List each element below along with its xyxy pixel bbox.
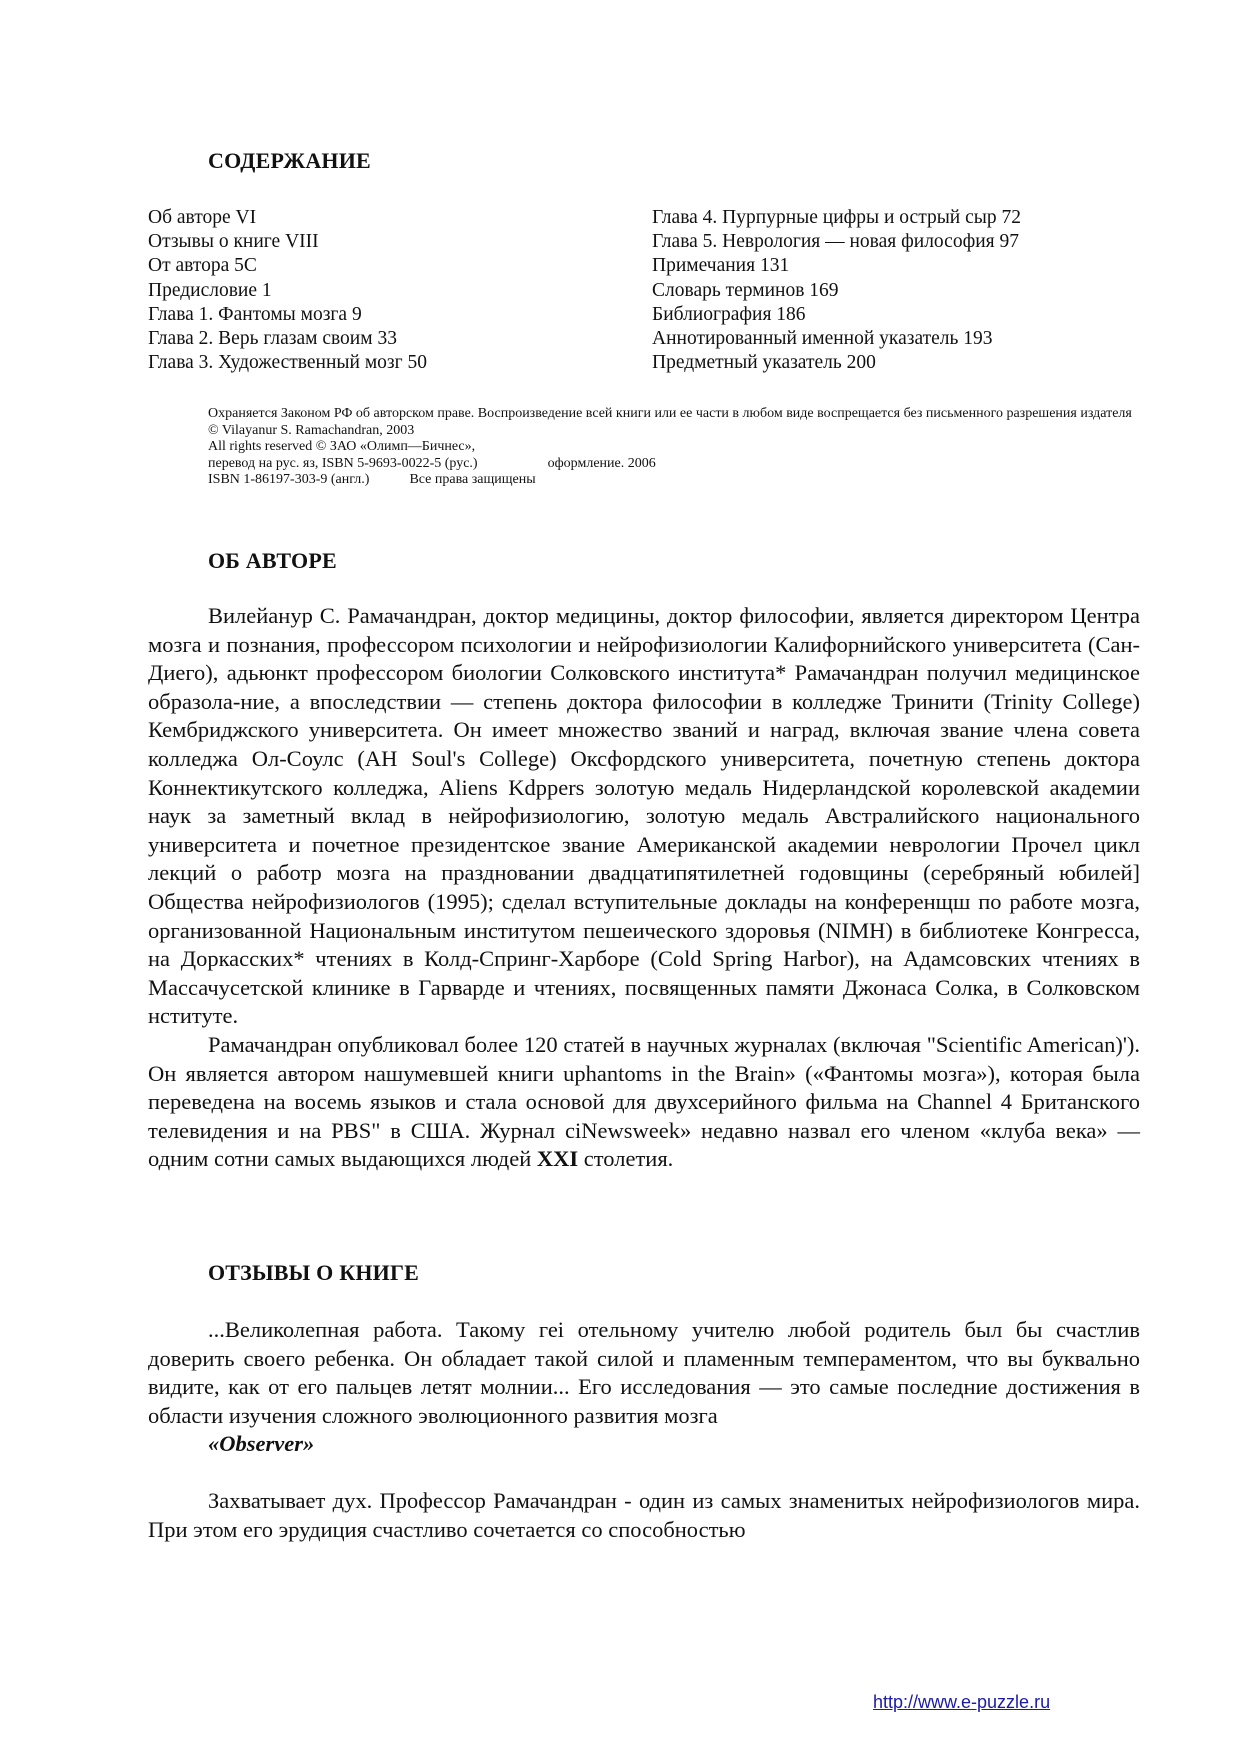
toc-title: СОДЕРЖАНИЕ [208,148,371,173]
about-text [148,602,1140,1174]
review-quote-1: ...Великолепная работа. Такому геі отельному учителю любой родитель был бы счастлив доверить своего ребенка. Он обладает такой силой и пламенным темпераментом, что вы буквально видите, как от его пальцев летят молнии... Его исследования — это самые последние достижения в области изучения сложного эволюционного развития мозга [148,1317,1140,1428]
about-paragraph-1: Вилейанур С. Рамачандран, доктор медицины, доктор философии, является директором Центра мозга и познания, профессором психологии и нейрофизиологии Калифорнийского университета (Сан-Диего), адьюнкт профессором биологии Солковского института* Рамачандран получил медицинское образола-ние, а впоследствии — степень доктора философии в колледже Тринити (Trinity College) Кембриджского университета. Он имеет множество званий и наград, включая звание члена совета колледжа Ол-Соулс (АН Soul's College) Оксфордского университета, почетную степень доктора Коннектикутского колледжа, Aliens Kdppers золотую медаль Нидерландской королевской академии наук за заметный вклад в нейрофизиологию, золотую медаль Австралийского национального университета и почетное президентское звание Американской академии неврологии Прочел цикл лекций о работр мозга на праздновании двадцатипятилетней годовщины (серебряный юбилей] Общества нейрофизиологов (1995); сделал вступительные доклады на конференщш по работе мозга, организованной Национальным институтом пешеического здоровья (NIMH) в библиотеке Конгресса, на Доркасских* чтениях в Колд-Спринг-Харборе (Cold Spring Harbor), на Адамсовских чтениях в Массачусетской клинике в Гарварде и чтениях, посвященных памяти Джонаса Солка, в Солковском нститутe. [148,603,1140,1029]
translation-line [148,456,1140,473]
review-quote-2: Захватывает дух. Профессор Рамачандран - один из самых знаменитых нейрофизиологов мира. При этом его эрудиция счастливо сочетается со способностью [148,1487,1140,1542]
toc-entry: Примечания 131 [652,255,790,277]
copyright-line: © Vilayanur S. Ramachandran, 2003 [208,422,415,438]
toc-entry: Словарь терминов 169 [652,279,839,301]
toc-entry: Отзывы о книге VIII [148,231,319,253]
reviews-title: ОТЗЫВЫ О КНИГЕ [208,1260,420,1285]
toc-entry: Глава 3. Художественный мозг 50 [148,352,427,374]
about-paragraph-2-text: Рамачандран опубликовал более 120 статей в научных журналах (включая "Scientific American)'). Он является автором нашумевшей книги uphantoms in the Brain» («Фантомы мозга»), которая была переведена на восемь языков и стала основой для двухсерийного фильма на Channel 4 Британского телевидения и на PBS" в США. Журнал ciNewsweek» недавно назвал его членом «клуба века» — одним сотни самых выдающихся людей [148,1031,1140,1172]
about-paragraph-2-end: столетия. [583,1146,674,1172]
about-paragraph-2 [148,1031,1140,1174]
toc-entry: От автора 5С [148,255,257,277]
reviews-text [148,1316,1140,1544]
legal-notice: Охраняется Законом РФ об авторском праве. Воспроизведение всей книги или ее части в любом виде воспрещается без письменного разрешения издателя [208,406,1132,421]
century-numeral: XXI [536,1146,579,1172]
translation-isbn: перевод на рус. яз, ISBN 5-9693-0022-5 (рус.) [208,455,478,471]
toc-entry: Аннотированный именной указатель 193 [652,328,993,350]
copyright-block [148,406,1140,489]
isbn-english: ISBN 1-86197-303-9 (англ.) [208,472,370,487]
toc-entry: Библиография 186 [652,303,806,325]
all-rights-reserved: Все права защищены [409,472,536,487]
toc-left-column [148,206,427,375]
toc-entry: Об авторе VI [148,207,257,228]
toc-entry: Глава 1. Фантомы мозга 9 [148,303,362,325]
rights-line: All rights reserved © ЗАО «Олимп—Бичнес», [208,439,476,454]
about-title: ОБ АВТОРЕ [208,548,337,573]
design-year: оформление. 2006 [547,455,656,471]
review-source-1: «Observer» [208,1431,315,1457]
isbn-line [148,472,1140,489]
toc-right-column [652,206,1021,375]
toc-entry: Глава 2. Верь глазам своим 33 [148,328,397,350]
toc-entry: Предметный указатель 200 [652,352,876,374]
toc-entry: Глава 4. Пурпурные цифры и острый сыр 72 [652,207,1021,228]
toc-entry: Предисловие 1 [148,279,272,301]
footer-website-link[interactable]: http://www.e-puzzle.ru [873,1692,1051,1712]
toc-entry: Глава 5. Неврология — новая философия 97 [652,231,1019,253]
